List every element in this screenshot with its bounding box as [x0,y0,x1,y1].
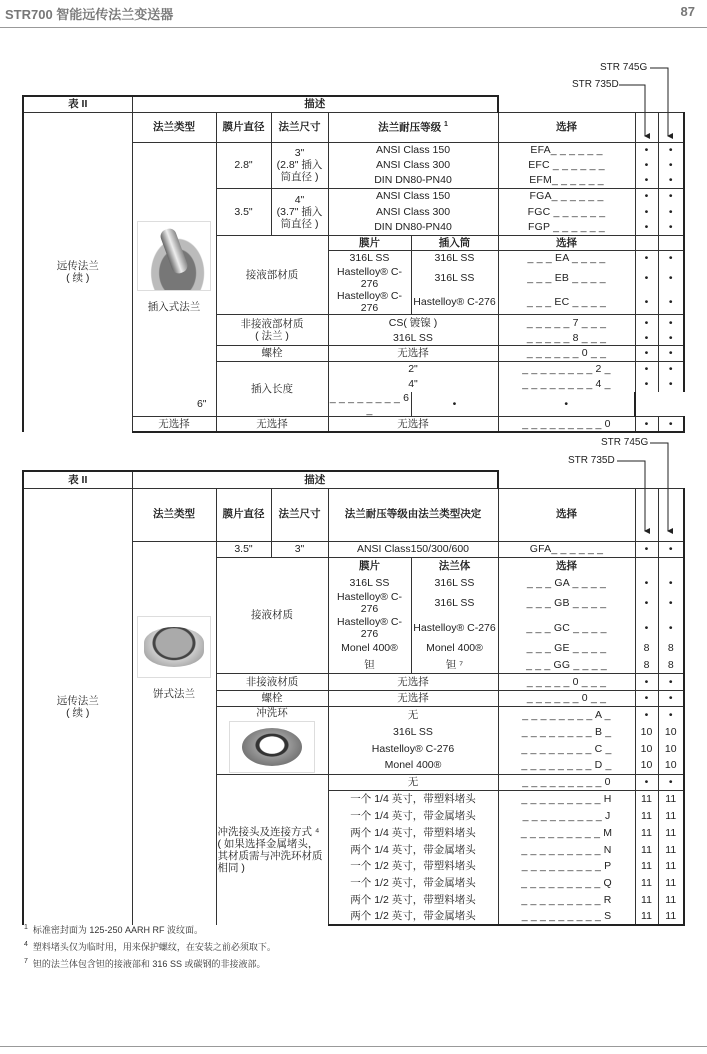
availability-735d: 10 [635,724,658,741]
availability-745g: 8 [658,656,684,673]
model-code: EFA_ _ _ _ _ _ [498,142,635,158]
availability-745g: • [658,173,684,189]
table-label: 表 II [23,96,132,112]
column-header-select: 选择 [498,112,635,142]
spec-table-insert-flange [22,95,685,433]
model-code: _ _ _ _ _ _ _ _ _ S [498,908,635,925]
extension-length-label: 插入长度 [216,361,328,417]
availability-735d: • [635,173,658,189]
rating: ANSI Class 150 [328,189,498,205]
model-code: EFC _ _ _ _ _ _ [498,158,635,174]
diameter: 3.5" [216,189,271,236]
rating: DIN DN80-PN40 [328,220,498,236]
availability-745g: • [658,346,684,362]
availability-745g: 11 [658,808,684,825]
no-option-value: 无选择 [328,417,498,433]
diameter: 3.5" [216,541,271,558]
availability-745g: • [658,774,684,791]
subheader-extension: 插入筒 [411,235,498,251]
rating: ANSI Class 300 [328,158,498,174]
model-code: _ _ _ _ _ _ 0 _ _ [498,690,635,707]
availability-745g: • [658,690,684,707]
availability-735d: • [635,204,658,220]
availability-745g: • [658,251,684,267]
flush-connection: 两个 1/4 英寸，带金属堵头 [328,841,498,858]
availability-745g: • [658,417,684,433]
availability-745g: 10 [658,724,684,741]
flush-ring-material: 无 [328,707,498,724]
availability-735d: 11 [635,791,658,808]
rating: ANSI Class150/300/600 [328,541,498,558]
description-header: 描述 [132,471,498,488]
model-code: _ _ _ _ _ _ _ _ _ 0 [498,417,635,433]
diaphragm-material: 316L SS [328,251,411,267]
subheader-diaphragm: 膜片 [328,235,411,251]
availability-735d: 11 [635,808,658,825]
flush-connection-label: 冲洗接头及连接方式 ⁴ ( 如果选择金属堵头， 其材质需与冲洗环材质 相同 ) [216,774,328,925]
availability-745g: • [658,315,684,331]
availability-735d: • [635,575,658,592]
model-column-745g [658,112,684,142]
flush-ring-material: Monel 400® [328,757,498,774]
flange-type-cell: 饼式法兰 [132,541,216,925]
availability-745g: 10 [658,757,684,774]
availability-735d: • [635,251,658,267]
nonwetted-material: CS( 镀镍 ) [328,315,498,331]
flush-connection: 两个 1/4 英寸，带塑料堵头 [328,824,498,841]
model-code: _ _ _ _ _ 7 _ _ _ [498,315,635,331]
model-label-745g: STR 745G [601,437,649,448]
availability-745g: 11 [658,908,684,925]
availability-735d: 11 [635,892,658,909]
diaphragm-material: 钽 [328,656,411,673]
footnote: $^4$ 塑料堵头仅为临时用，用来保护螺纹，在安装之前必须取下。 [24,941,276,952]
availability-745g: • [658,266,684,290]
column-header-rating: 法兰耐压等级 $^1$ [328,112,498,142]
diaphragm-material: 316L SS [328,575,411,592]
column-header-rating: 法兰耐压等级由法兰类型决定 [328,488,498,541]
model-code: _ _ _ GB _ _ _ _ [498,591,635,615]
extension-material: 316L SS [411,266,498,290]
model-code: _ _ _ GE _ _ _ _ [498,640,635,657]
extension-length: 6" [132,392,271,417]
model-column-745g [658,488,684,541]
availability-745g: 11 [658,824,684,841]
availability-745g: • [658,377,684,393]
model-code: _ _ _ _ _ _ _ _ _ 0 [498,774,635,791]
availability-745g: 11 [658,875,684,892]
pancake-flange-image [137,616,211,678]
model-code: _ _ _ EA _ _ _ _ [498,251,635,267]
size: 4" (3.7" 插入 筒直径 ) [271,189,328,236]
model-code: _ _ _ _ _ 0 _ _ _ [498,673,635,690]
flush-ring-cell: 冲洗环 [216,707,328,774]
bolts-label: 螺栓 [216,346,328,362]
model-code: _ _ _ _ _ _ _ _ D _ [498,757,635,774]
availability-735d: 11 [635,824,658,841]
column-header-diameter: 膜片直径 [216,488,271,541]
model-code: FGA_ _ _ _ _ _ [498,189,635,205]
availability-745g: • [498,392,635,417]
availability-745g: • [658,616,684,640]
model-code: _ _ _ EC _ _ _ _ [498,290,635,315]
availability-745g: • [658,290,684,315]
availability-735d: • [635,541,658,558]
model-label-745g: STR 745G [600,62,648,73]
description-header: 描述 [132,96,498,112]
body-material: 316L SS [411,591,498,615]
column-header-select: 选择 [498,488,635,541]
body-material: 钽 ⁷ [411,656,498,673]
spec-table-pancake-flange [22,470,685,926]
flush-ring-material: 316L SS [328,724,498,741]
column-header-type: 法兰类型 [132,488,216,541]
availability-745g: • [658,189,684,205]
model-code: _ _ _ GA _ _ _ _ [498,575,635,592]
model-label-735d: STR 735D [568,455,615,466]
model-code: _ _ _ _ _ _ _ _ _ R [498,892,635,909]
page-number: 87 [680,4,695,19]
availability-745g: 11 [658,791,684,808]
flush-connection: 一个 1/4 英寸，带金属堵头 [328,808,498,825]
model-code: _ _ _ GC _ _ _ _ [498,616,635,640]
model-code: _ _ _ _ _ _ _ _ _ M [498,824,635,841]
availability-735d: • [635,707,658,724]
availability-745g: • [658,142,684,158]
availability-735d: • [635,220,658,236]
model-code: _ _ _ _ _ _ _ _ _ J [498,808,635,825]
diameter: 2.8" [216,142,271,189]
availability-745g: 8 [658,640,684,657]
no-option-type: 无选择 [132,417,216,433]
diaphragm-material: Hastelloy® C-276 [328,290,411,315]
rating: ANSI Class 300 [328,204,498,220]
model-code: GFA_ _ _ _ _ _ [498,541,635,558]
body-material: 316L SS [411,575,498,592]
nonwetted-material: 无选择 [328,673,498,690]
diaphragm-material: Hastelloy® C-276 [328,616,411,640]
extension-material: Hastelloy® C-276 [411,290,498,315]
availability-745g: • [658,591,684,615]
availability-735d: • [635,189,658,205]
column-header-size: 法兰尺寸 [271,488,328,541]
bolts-value: 无选择 [328,690,498,707]
extension-material: 316L SS [411,251,498,267]
flush-connection: 一个 1/4 英寸，带塑料堵头 [328,791,498,808]
availability-745g: • [658,575,684,592]
diaphragm-material: Hastelloy® C-276 [328,591,411,615]
footnote: $^1$ 标准密封面为 125-250 AARH RF 波纹面。 [24,924,203,935]
size: 3" [271,541,328,558]
availability-735d: 11 [635,908,658,925]
no-option-desc: 无选择 [216,417,328,433]
availability-745g: 10 [658,740,684,757]
rating: ANSI Class 150 [328,142,498,158]
flush-connection: 两个 1/2 英寸，带金属堵头 [328,908,498,925]
availability-735d: • [635,361,658,377]
model-code: _ _ _ EB _ _ _ _ [498,266,635,290]
availability-745g: 11 [658,858,684,875]
flush-connection: 一个 1/2 英寸，带金属堵头 [328,875,498,892]
subheader-select: 选择 [498,558,635,575]
availability-745g: • [658,673,684,690]
model-code: _ _ _ _ _ _ _ _ _ Q [498,875,635,892]
category-cell: 远传法兰 ( 续 ) [23,112,132,432]
extension-length: 2" [328,361,498,377]
document-title: STR700 智能远传法兰变送器 [5,7,174,22]
availability-745g: • [658,220,684,236]
availability-735d: • [635,290,658,315]
model-column-735d [635,488,658,541]
availability-735d: • [635,616,658,640]
model-code: _ _ _ _ _ _ 0 _ _ [498,346,635,362]
model-code: _ _ _ GG _ _ _ _ [498,656,635,673]
column-header-diameter: 膜片直径 [216,112,271,142]
availability-745g: 11 [658,841,684,858]
availability-735d: • [635,330,658,346]
category-cell: 远传法兰 ( 续 ) [23,488,132,925]
model-code: FGC _ _ _ _ _ _ [498,204,635,220]
model-code: FGP _ _ _ _ _ _ [498,220,635,236]
model-code: _ _ _ _ _ _ _ _ _ P [498,858,635,875]
availability-745g: • [658,204,684,220]
model-code: _ _ _ _ _ _ _ _ _ N [498,841,635,858]
model-column-735d [635,112,658,142]
flush-ring-material: Hastelloy® C-276 [328,740,498,757]
availability-735d: • [635,690,658,707]
flange-type-cell: 插入式法兰 [132,142,216,392]
size: 3" (2.8" 插入 筒直径 ) [271,142,328,189]
availability-745g: • [658,361,684,377]
extension-length: 4" [328,377,498,393]
availability-735d: • [635,158,658,174]
model-code: EFM_ _ _ _ _ _ [498,173,635,189]
availability-735d: 11 [635,841,658,858]
subheader-diaphragm: 膜片 [328,558,411,575]
diaphragm-material: Hastelloy® C-276 [328,266,411,290]
subheader-flange-body: 法兰体 [411,558,498,575]
availability-745g: 11 [658,892,684,909]
availability-735d: • [635,346,658,362]
insert-flange-image [137,221,211,291]
availability-735d: 10 [635,740,658,757]
availability-735d: 11 [635,858,658,875]
availability-735d: • [635,315,658,331]
column-header-type: 法兰类型 [132,112,216,142]
availability-745g: • [658,330,684,346]
body-material: Monel 400® [411,640,498,657]
model-code: _ _ _ _ _ _ _ _ A _ [498,707,635,724]
model-code: _ _ _ _ _ _ _ _ C _ [498,740,635,757]
availability-735d: • [635,377,658,393]
nonwetted-material-label: 非接液材质 [216,673,328,690]
column-header-size: 法兰尺寸 [271,112,328,142]
flush-ring-image [229,721,315,773]
availability-735d: • [635,673,658,690]
table-label: 表 II [23,471,132,488]
flush-connection: 无 [328,774,498,791]
model-code: _ _ _ _ _ 8 _ _ _ [498,330,635,346]
rating: DIN DN80-PN40 [328,173,498,189]
availability-735d: 10 [635,757,658,774]
availability-745g: • [658,707,684,724]
subheader-select: 选择 [498,235,635,251]
diaphragm-material: Monel 400® [328,640,411,657]
model-code: _ _ _ _ _ _ _ _ 2 _ [498,361,635,377]
model-code: _ _ _ _ _ _ _ _ _ H [498,791,635,808]
body-material: Hastelloy® C-276 [411,616,498,640]
availability-735d: 11 [635,875,658,892]
availability-735d: 8 [635,640,658,657]
model-code: _ _ _ _ _ _ _ _ 6 _ [329,392,410,417]
nonwetted-material: 316L SS [328,330,498,346]
availability-735d: • [635,591,658,615]
availability-745g: • [658,541,684,558]
flush-connection: 两个 1/2 英寸，带塑料堵头 [328,892,498,909]
nonwetted-material-label: 非接液部材质 ( 法兰 ) [216,315,328,346]
footnote: $^7$ 钽的法兰体包含钽的接液部和 316 SS 或碳钢的非接液部。 [24,958,266,969]
wetted-material-label: 接液材质 [216,558,328,673]
availability-735d: • [411,392,498,417]
model-code: _ _ _ _ _ _ _ _ B _ [498,724,635,741]
model-code: _ _ _ _ _ _ _ _ 4 _ [498,377,635,393]
bolts-value: 无选择 [328,346,498,362]
model-label-735d: STR 735D [572,79,619,90]
availability-735d: • [635,417,658,433]
availability-735d: • [635,774,658,791]
availability-745g: • [658,158,684,174]
availability-735d: • [635,142,658,158]
bolts-label: 螺栓 [216,690,328,707]
availability-735d: • [635,266,658,290]
flush-connection: 一个 1/2 英寸，带塑料堵头 [328,858,498,875]
wetted-material-label: 接液部材质 [216,235,328,315]
availability-735d: 8 [635,656,658,673]
